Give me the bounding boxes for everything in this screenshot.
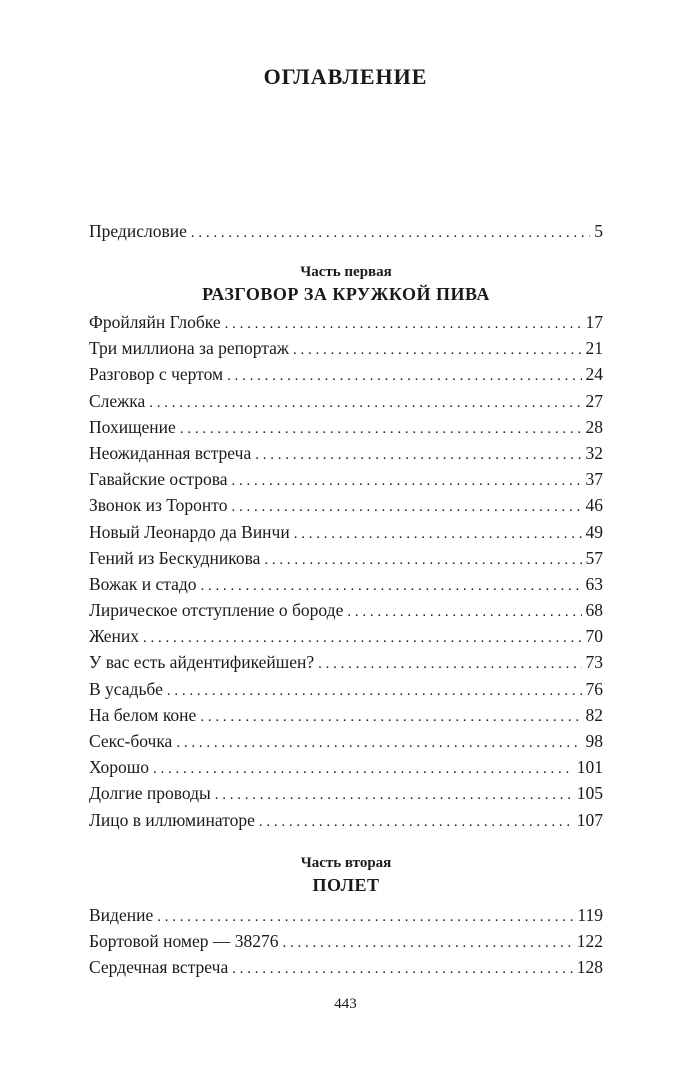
dot-leader — [157, 904, 573, 930]
toc-entry-label: Похищение — [89, 416, 176, 437]
toc-entry[interactable] — [89, 928, 603, 954]
toc-entry-label: На белом коне — [89, 704, 197, 725]
toc-entry-label: Новый Леонардо да Винчи — [89, 521, 290, 542]
toc-entry-page: 119 — [577, 905, 603, 925]
dot-leader — [149, 390, 581, 416]
toc-entry-page: 49 — [585, 521, 603, 542]
toc-entry[interactable] — [89, 623, 603, 649]
toc-entry[interactable] — [89, 780, 603, 806]
toc-entry-label: Гавайские острова — [89, 469, 228, 490]
dot-leader — [167, 678, 582, 704]
toc-entry-page: 82 — [585, 704, 603, 725]
toc-entry[interactable] — [89, 807, 603, 833]
toc-entry-page: 28 — [585, 416, 603, 437]
toc-entry-label: Бортовой номер — 38276 — [89, 931, 279, 952]
toc-entry-page: 27 — [585, 390, 603, 411]
dot-leader — [227, 363, 581, 389]
toc-entry-page: 101 — [576, 757, 603, 778]
dot-leader — [176, 730, 581, 756]
dot-leader — [232, 956, 573, 982]
toc-entry-label: В усадьбе — [89, 678, 163, 699]
toc-entry-label: Долгие проводы — [89, 783, 211, 804]
toc-entry-label: Вожак и стадо — [89, 573, 197, 594]
toc-entry-label: Сердечная встреча — [89, 957, 229, 978]
part-two-toc — [89, 902, 603, 981]
toc-entry-label: Секс-бочка — [89, 731, 173, 751]
toc-entry[interactable] — [89, 388, 603, 414]
dot-leader — [200, 704, 581, 730]
dot-leader — [294, 521, 582, 547]
dot-leader — [180, 416, 582, 442]
toc-entry-label: Предисловие — [89, 221, 187, 241]
dot-leader — [264, 547, 581, 573]
dot-leader — [293, 337, 582, 363]
toc-preface — [89, 218, 603, 244]
toc-entry-label: Три миллиона за репортаж — [89, 338, 289, 359]
toc-entry-page: 107 — [576, 809, 603, 830]
dot-leader — [143, 625, 581, 651]
toc-entry[interactable] — [89, 440, 603, 466]
toc-entry[interactable] — [89, 492, 603, 518]
part-one-subtitle: Часть первая — [300, 264, 392, 280]
part-two-title: ПОЛЕТ — [312, 875, 380, 895]
toc-entry[interactable] — [89, 519, 603, 545]
part-one-title: РАЗГОВОР ЗА КРУЖКОЙ ПИВА — [202, 284, 490, 304]
dot-leader — [191, 220, 590, 246]
toc-entry-page: 46 — [585, 495, 603, 516]
toc-entry-page: 24 — [585, 364, 603, 385]
toc-entry-page: 70 — [585, 626, 603, 647]
toc-entry-label: Видение — [89, 905, 154, 925]
toc-entry-page: 63 — [585, 573, 603, 594]
toc-entry[interactable] — [89, 902, 603, 928]
toc-entry-page: 17 — [585, 312, 603, 332]
toc-entry[interactable] — [89, 466, 603, 492]
toc-entry-page: 73 — [585, 652, 603, 673]
dot-leader — [231, 494, 581, 520]
dot-leader — [225, 311, 582, 337]
toc-entry-page: 37 — [585, 469, 603, 490]
toc-entry[interactable] — [89, 335, 603, 361]
part-two-heading — [89, 853, 603, 897]
toc-entry-page: 122 — [576, 931, 603, 952]
toc-entry-label: Хорошо — [89, 757, 150, 778]
toc-entry-label: Слежка — [89, 390, 146, 411]
toc-entry-label: Звонок из Торонто — [89, 495, 228, 516]
toc-entry-label: Лирическое отступление о бороде — [89, 600, 344, 621]
toc-entry[interactable] — [89, 676, 603, 702]
page-title: ОГЛАВЛЕНИЕ — [263, 64, 428, 89]
toc-entry[interactable] — [89, 728, 603, 754]
toc-entry-label: У вас есть айдентификейшен? — [89, 652, 315, 673]
toc-entry-page: 32 — [585, 442, 603, 463]
toc-entry-label: Фройляйн Глобке — [89, 312, 221, 332]
toc-entry-label: Гений из Бескудникова — [89, 547, 261, 568]
toc-entry[interactable] — [89, 361, 603, 387]
dot-leader — [318, 651, 581, 677]
toc-entry[interactable] — [89, 702, 603, 728]
toc-entry-label: Разговор с чертом — [89, 364, 224, 385]
toc-entry-page: 21 — [585, 338, 603, 359]
toc-entry-page: 105 — [576, 783, 603, 804]
toc-entry[interactable] — [89, 954, 603, 980]
page-number: 443 — [334, 996, 357, 1012]
toc-entry[interactable] — [89, 218, 603, 244]
dot-leader — [215, 782, 573, 808]
toc-entry[interactable] — [89, 309, 603, 335]
toc-entry-page: 5 — [594, 221, 603, 241]
toc-entry-label: Неожиданная встреча — [89, 442, 252, 463]
toc-entry-page: 57 — [585, 547, 603, 568]
toc-entry[interactable] — [89, 571, 603, 597]
dot-leader — [259, 809, 573, 835]
toc-entry-page: 76 — [585, 678, 603, 699]
dot-leader — [283, 930, 573, 956]
part-one-heading — [89, 262, 603, 306]
dot-leader — [201, 573, 582, 599]
toc-entry-page: 98 — [585, 731, 603, 751]
toc-entry[interactable] — [89, 754, 603, 780]
toc-entry[interactable] — [89, 545, 603, 571]
toc-entry-page: 128 — [576, 957, 603, 978]
part-one-toc — [89, 309, 603, 833]
toc-entry[interactable] — [89, 414, 603, 440]
dot-leader — [347, 599, 581, 625]
dot-leader — [255, 442, 581, 468]
dot-leader — [232, 468, 582, 494]
dot-leader — [153, 756, 573, 782]
toc-entry[interactable] — [89, 597, 603, 623]
toc-entry-label: Жених — [89, 626, 140, 647]
toc-entry-page: 68 — [585, 600, 603, 621]
part-two-subtitle: Часть вторая — [300, 855, 392, 871]
toc-entry-label: Лицо в иллюминаторе — [89, 809, 255, 830]
toc-entry[interactable] — [89, 649, 603, 675]
